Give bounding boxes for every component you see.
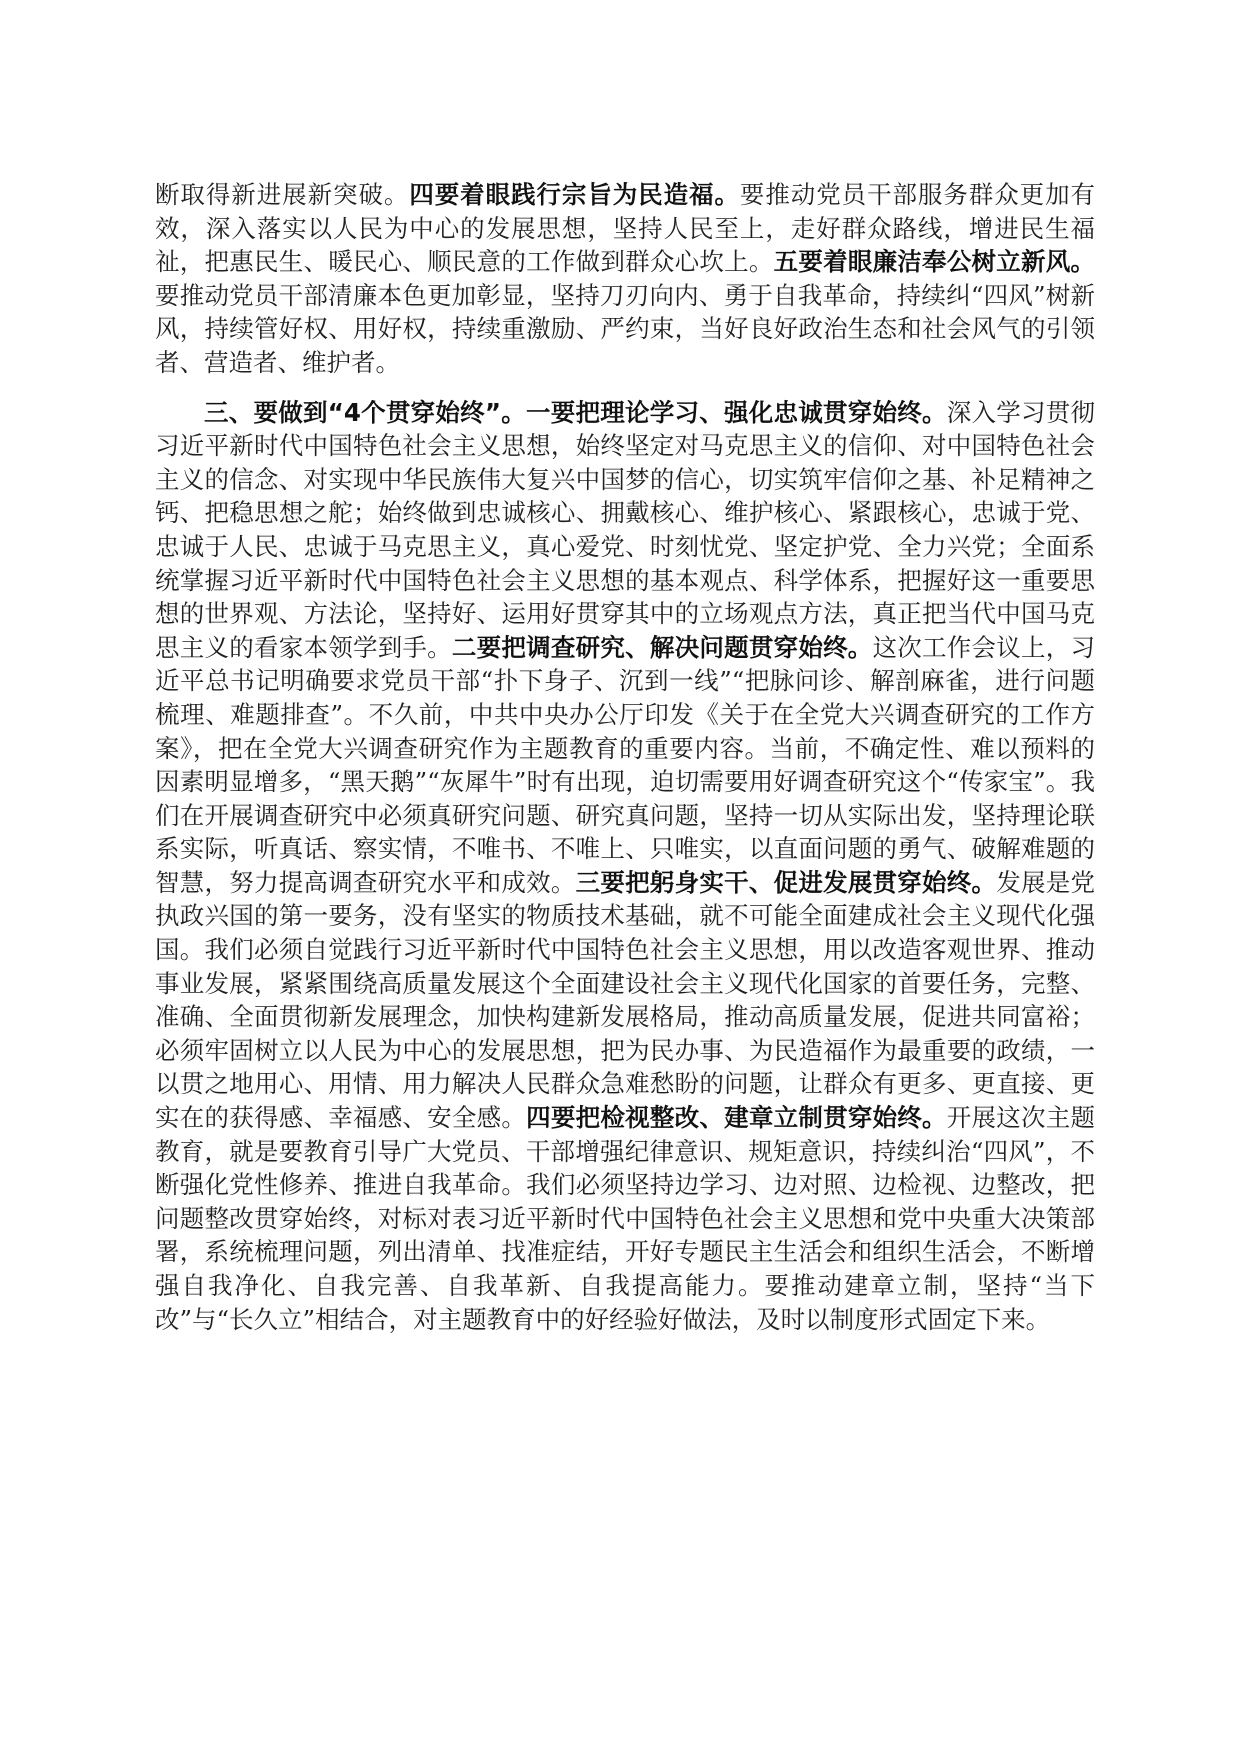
text-run: 要推动党员干部服务群众更加有效，深入落实以人民为中心的发展思想，坚持人民至上，走好群众路线，增进民生福祉，把惠民生、暖民心、顺民意的工作做到群众心坎上。	[155, 180, 1096, 277]
text-run: 深入学习贯彻习近平新时代中国特色社会主义思想，始终坚定对马克思主义的信仰、对中国特色社会主义的信念、对实现中华民族伟大复兴中国梦的信心，切实筑牢信仰之基、补足精神之钙、把稳思想之舵；始终做到忠诚核心、拥戴核心、维护核心、紧跟核心，忠诚于党、忠诚于人民、忠诚于马克思主义，真心爱党、时刻忧党、坚定护党、全力兴党；全面系统掌握习近平新时代中国特色社会主义思想的基本观点、科学体系，把握好这一重要思想的世界观、方法论，坚持好、运用好贯穿其中的立场观点方法，真正把当代中国马克思主义的看家本领学到手。	[155, 397, 1095, 662]
text-run: 发展是党执政兴国的第一要务，没有坚实的物质技术基础，就不可能全面建成社会主义现代化强国。我们必须自觉践行习近平新时代中国特色社会主义思想，用以改造客观世界、推动事业发展，紧紧围绕高质量发展这个全面建设社会主义现代化国家的首要任务，完整、准确、全面贯彻新发展理念，加快构建新发展格局，推动高质量发展，促进共同富裕；必须牢固树立以人民为中心的发展思想，把为民办事、为民造福作为最重要的政绩，一以贯之地用心、用情、用力解决人民群众急难愁盼的问题，让群众有更多、更直接、更实在的获得感、幸福感、安全感。	[155, 867, 1096, 1133]
bold-heading: 二要把调查研究、解决问题贯穿始终。	[451, 632, 873, 662]
bold-heading: 五要着眼廉洁奉公树立新风。	[773, 247, 1096, 277]
bold-heading: 三要把躬身实干、促进发展贯穿始终。	[575, 867, 997, 897]
text-run: 要推动党员干部清廉本色更加彰显，坚持刀刃向内、勇于自我革命，持续纠“四风”树新风，持续管好权、用好权，持续重激励、严约束，当好良好政治生态和社会风气的引领者、营造者、维护者。	[155, 280, 1095, 377]
bold-heading: 四要把检视整改、建章立制贯穿始终。	[526, 1103, 947, 1133]
text-run: 开展这次主题教育，就是要教育引导广大党员、干部增强纪律意识、规矩意识，持续纠治“四风”，不断强化党性修养、推进自我革命。我们必须坚持边学习、边对照、边检视、边整改，把问题整改贯穿始终，对标对表习近平新时代中国特色社会主义思想和党中央重大决策部署，系统梳理问题，列出清单、找准症结，开好专题民主生活会和组织生活会，不断增强自我净化、自我完善、自我革新、自我提高能力。要推动建章立制，坚持“当下改”与“长久立”相结合，对主题教育中的好经验好做法，及时以制度形式固定下来。	[155, 1103, 1096, 1334]
paragraph-2	[155, 396, 1095, 1337]
text-run: 这次工作会议上，习近平总书记明确要求党员干部“扑下身子、沉到一线”“把脉问诊、解剖麻雀，进行问题梳理、难题排查”。不久前，中共中央办公厅印发《关于在全党大兴调查研究的工作方案》，把在全党大兴调查研究作为主题教育的重要内容。当前，不确定性、难以预料的因素明显增多，“黑天鹅”“灰犀牛”时有出现，迫切需要用好调查研究这个“传家宝”。我们在开展调查研究中必须真研究问题、研究真问题，坚持一切从实际出发，坚持理论联系实际，听真话、察实情，不唯书、不唯上、只唯实，以直面问题的勇气、破解难题的智慧，努力提高调查研究水平和成效。	[155, 632, 1096, 897]
text-run: 断取得新进展新突破。	[155, 180, 410, 209]
section-heading: 三、要做到“4个贯穿始终”。一要把理论学习、强化忠诚贯穿始终。	[204, 397, 947, 427]
paragraph-1	[155, 178, 1095, 380]
document-body	[155, 178, 1095, 1336]
bold-heading: 四要着眼践行宗旨为民造福。	[409, 180, 740, 209]
